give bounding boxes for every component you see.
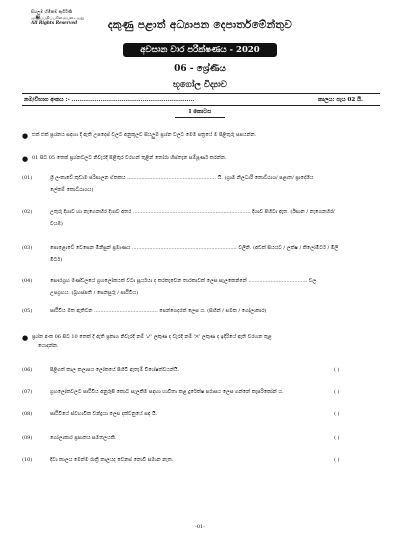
question-text <box>50 454 382 466</box>
divider-top <box>22 93 380 94</box>
copyright-line-tamil: மு஦ப்பதிப்புரிமையுடையது <box>31 14 85 20</box>
general-instruction: එක් එක් ප්‍රශ්නය සඳහා දී ඇති උපදෙස් වලට අනුකූලව සියලුම ප්‍රශ්න වලට මෙම පත්‍රයේ ම පිළිතුරු සපයන්න. <box>32 132 257 138</box>
copyright-line-english: All Rights Reserved <box>31 20 78 25</box>
exam-banner: අවසාන වාර පරීක්ෂණය - 2020 <box>123 43 277 57</box>
part-underline <box>175 117 225 118</box>
answer-box: ( ) <box>334 367 340 373</box>
grade-label: 06 - ශ්‍රේණිය <box>174 64 226 74</box>
answer-box: ( ) <box>334 457 340 463</box>
bullet-icon: ● <box>22 155 29 163</box>
answer-box: ( ) <box>334 411 340 417</box>
question-line: පිළිගත් කාල කලාපය ලෝකයේ පිහිටි ඇතැම් විශේෂත්වයන්යි. <box>50 367 180 373</box>
true-false-instruction <box>32 333 272 350</box>
answer-box: ( ) <box>334 435 340 441</box>
office-title: දකුණු පළාත් අධ්‍යාපන දෙපාර්තමේන්තුව <box>107 19 293 31</box>
question-number: (06) <box>22 367 33 373</box>
question-text <box>50 275 382 299</box>
question-line: පෘථිවිය මත ඇතිවන ........................................ පෙන්ගෙදරක් ලෙස ය. (සිහින් / සමක / ගෝලාකාර) <box>50 308 267 314</box>
copyright-line-sinhala: සියලුම හිමිකම් ඇවිරිණි <box>31 9 73 14</box>
question-line: ශ්‍රී ලංකාවේ කුඩාම පරිපාලන ඒකකය ........................................................ යි. (ග්‍රාම නිලධාරී කොට්ඨාශ/ පළාත/ ප්‍රාදේශීය <box>50 175 314 181</box>
question-number: (10) <box>22 457 33 463</box>
index-dots: ................................................................ <box>71 97 195 103</box>
instruction-line: ප්‍රශ්න අංක 06 සිට 10 තෙක් දී ඇති ප්‍රකාශ නිවැරදි නම් '✓' ලකුණ ද වැරදි නම් '✕' ලකුණ ද ඉදිරියේ ඇති වරහන තුළ <box>32 334 272 340</box>
divider-mid <box>22 105 380 106</box>
question-line: ග්‍රහලෝකවලට පෘථිවිය අනුරූපී කොට සැලකීම සඳහා භාවිතා කළ දුරේක්ෂ පරාසය ලෙස ගන්නේ කැපරිකෝන් ය. <box>50 389 284 395</box>
question-number: (07) <box>22 389 33 395</box>
time-label: කාලය: පැය 02 යි. <box>318 97 363 103</box>
question-text <box>50 305 382 317</box>
subject-label: භූගෝල විද්‍යාව <box>173 80 227 90</box>
question-line: වයඹ) <box>50 221 63 227</box>
question-number: (05) <box>22 308 33 314</box>
instruction-line: යොදන්න. <box>38 342 59 349</box>
question-text <box>50 242 382 266</box>
question-number: (02) <box>22 209 33 215</box>
question-line: සෞරග්‍රහ මණ්ඩලයේ ග්‍රහලෝකයක් වටා සූර්යයා ද කරකැවෙන තාරකාවක් ලෙස සැලකෙන්නේ ..................................... වල <box>50 278 317 284</box>
question-line: පොළොවේ වෙසෙන මිනිසුන් ප්‍රමාණය .................................................................. වලිනි. (අඩක් සියයට / ලක්ෂ / කිලෝමීටර් / මිලි <box>50 245 339 251</box>
question-text <box>50 364 382 376</box>
question-line: උතුරු දිශාව හා නැගෙනහිර දිශාව අතර .......................................................................... දිශාව පිහිටා ඇත. (ඊසාන / නැගෙනහිර/ <box>50 209 335 215</box>
question-text <box>50 432 382 444</box>
question-line: මීටර්) <box>50 257 63 263</box>
question-number: (04) <box>22 278 33 284</box>
question-line: දිවා කාලය මෙන්ම රාත්‍රී කාලයද වෙනස් නොවී සමාන නැත. <box>50 457 174 463</box>
fill-blanks-instruction: 01 සිට 05 තෙක් ප්‍රශ්නවලට නිවැරදි පිළිතුර වරහන් තුළින් තෝරා හිස්තැන සම්පූර්ණ කරන්න. <box>32 155 227 161</box>
question-text <box>50 172 382 196</box>
question-line: පෘථිවියේ ස්වභාවික චන්ද්‍රයා ලෙස දක්වනුයේ සඳ යි. <box>50 411 158 417</box>
page-number: -01- <box>195 524 205 530</box>
question-line: ලේකම් කොට්ඨාශය) <box>50 187 94 193</box>
question-number: (01) <box>22 175 33 181</box>
answer-box: ( ) <box>334 389 340 395</box>
question-line: ගෝලාකාර ප්‍රපාතය සමතලයකි. <box>50 435 117 441</box>
question-text <box>50 408 382 420</box>
question-number: (03) <box>22 245 33 251</box>
part-label: I කොටස <box>188 109 212 115</box>
bullet-icon: ● <box>22 132 29 140</box>
question-line: උපග්‍රහය. (බ්‍රහස්පති / සෙනසුරු / පෘථිවිය) <box>50 290 139 296</box>
bullet-icon: ● <box>22 334 29 342</box>
question-text <box>50 386 382 398</box>
question-number: (09) <box>22 435 33 441</box>
index-label: නම/විභාග අංකය :- <box>24 97 70 103</box>
index-field <box>24 97 194 104</box>
question-number: (08) <box>22 411 33 417</box>
question-text <box>50 206 382 230</box>
